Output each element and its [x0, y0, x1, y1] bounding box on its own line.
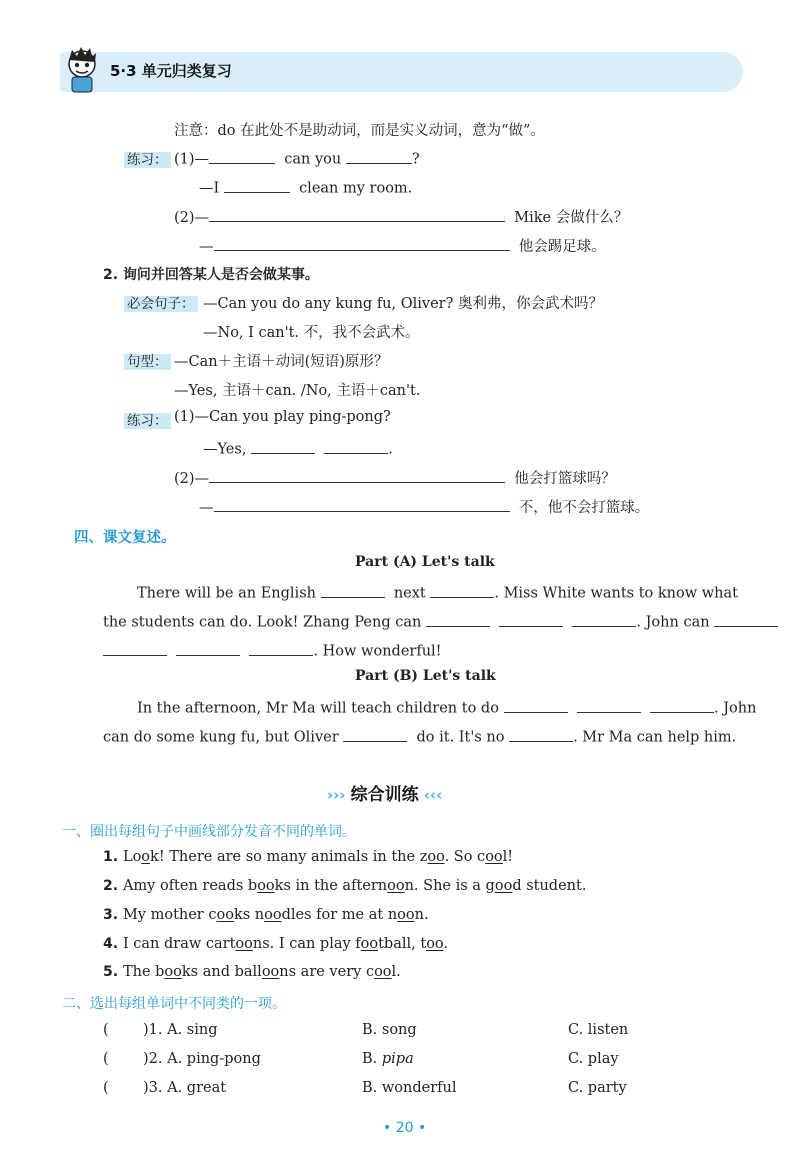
practice2-q1-answer: —Yes, . — [203, 438, 393, 458]
underlined-letters[interactable]: oo — [374, 964, 392, 980]
note-text: 注意：do 在此处不是助动词，而是实义动词，意为“做”。 — [174, 123, 545, 139]
underlined-letters[interactable]: oo — [216, 907, 234, 923]
answer-line[interactable] — [214, 497, 510, 513]
training-title: 综合训练 — [350, 785, 419, 805]
training-title-row — [327, 780, 442, 805]
answer-line[interactable] — [209, 207, 505, 223]
blank[interactable] — [176, 640, 240, 656]
option-a: )3. A. great — [143, 1080, 227, 1096]
blank[interactable] — [224, 177, 290, 193]
underlined-letters[interactable]: oo — [261, 964, 280, 980]
option-c: C. party — [568, 1080, 627, 1096]
sentence-text: ks n — [233, 907, 265, 923]
exercise1-item — [103, 878, 586, 894]
sentence-text: n. She is a g — [404, 878, 495, 894]
option-a: )2. A. ping-pong — [143, 1051, 261, 1067]
exercise1-item — [103, 849, 513, 865]
underlined-letters[interactable]: oo — [397, 907, 415, 923]
sentence-text: Lo — [122, 849, 142, 865]
partA-title: Part (A) Let's talk — [355, 554, 495, 570]
sentence-text: Amy often reads b — [122, 878, 258, 894]
blank[interactable] — [209, 148, 275, 164]
answer-paren[interactable]: ( — [103, 1022, 109, 1038]
sentence-text: l! — [502, 849, 514, 865]
underlined-letters[interactable]: oo — [427, 849, 445, 865]
header-title: 5·3 单元归类复习 — [110, 62, 232, 80]
partA-line1: There will be an English next . Miss White wants to know what — [137, 582, 738, 602]
exercise1-heading: 一、圈出每组句子中画线部分发音不同的单词。 — [62, 824, 356, 840]
partA-line3: . How wonderful! — [103, 640, 442, 660]
answer-line[interactable] — [209, 468, 505, 484]
must-line2: —No, I can't. 不，我不会武术。 — [203, 325, 420, 341]
sentence-text: The b — [122, 964, 165, 980]
item-number: 4. — [103, 936, 123, 952]
option-b: B. wonderful — [362, 1080, 457, 1096]
sentence-text: dles for me at n — [281, 907, 398, 923]
practice2-label: 练习： — [124, 409, 171, 429]
sentence-text: n. — [414, 907, 429, 923]
partB-line1: In the afternoon, Mr Ma will teach children to do . John — [137, 697, 756, 717]
chevron-left-icon: ‹‹‹ — [423, 786, 443, 804]
option-b: B. song — [362, 1022, 417, 1038]
exercise2-heading: 二、选出每组单词中不同类的一项。 — [62, 996, 286, 1012]
option-c: C. listen — [568, 1022, 629, 1038]
exercise1-item — [103, 964, 401, 980]
practice1-label: 练习： — [124, 148, 171, 168]
practice1-q2: (2)— Mike 会做什么？ — [174, 206, 628, 227]
blank[interactable] — [430, 582, 494, 598]
practice1-q1-answer: —I clean my room. — [199, 177, 412, 197]
blank[interactable] — [346, 148, 412, 164]
partB-title: Part (B) Let's talk — [355, 668, 496, 684]
sentence-text: ns. I can play f — [252, 936, 361, 952]
chevron-right-icon: ››› — [327, 786, 346, 804]
answer-line[interactable] — [214, 236, 510, 252]
practice2-q1: (1)—Can you play ping-pong? — [174, 409, 391, 425]
blank[interactable] — [321, 582, 385, 598]
item-number: 1. — [103, 849, 123, 865]
option-a: )1. A. sing — [143, 1022, 218, 1038]
underlined-letters[interactable]: oo — [485, 849, 503, 865]
answer-paren[interactable]: ( — [103, 1051, 109, 1067]
sentence-text: ks and ball — [181, 964, 262, 980]
sentence-text: . — [443, 936, 449, 952]
sentence-text: ns are very c — [279, 964, 375, 980]
must-label: 必会句子： — [124, 292, 198, 312]
sentence-text: tball, t — [378, 936, 427, 952]
blank[interactable] — [103, 640, 167, 656]
underlined-letters[interactable]: oo — [257, 878, 275, 894]
blank[interactable] — [714, 611, 778, 627]
sentence-text: d student. — [512, 878, 587, 894]
blank[interactable] — [499, 611, 563, 627]
option-b: B. pipa — [362, 1051, 414, 1067]
pattern-line2: —Yes, 主语＋can. /No, 主语＋can't. — [174, 383, 421, 399]
pattern-line1: —Can＋主语＋动词(短语)原形？ — [174, 354, 389, 370]
underlined-letters[interactable]: oo — [494, 878, 513, 894]
underlined-letters[interactable]: o — [141, 849, 151, 865]
blank[interactable] — [650, 697, 714, 713]
sentence-text: k! There are so many animals in the z — [150, 849, 428, 865]
item-number: 3. — [103, 907, 123, 923]
underlined-letters[interactable]: oo — [426, 936, 444, 952]
underlined-letters[interactable]: oo — [235, 936, 253, 952]
underlined-letters[interactable]: oo — [264, 907, 282, 923]
blank[interactable] — [577, 697, 641, 713]
item-number: 5. — [103, 964, 123, 980]
blank[interactable] — [249, 640, 313, 656]
option-c: C. play — [568, 1051, 619, 1067]
blank[interactable] — [426, 611, 490, 627]
partB-line2: can do some kung fu, but Oliver do it. It's no . Mr Ma can help him. — [103, 726, 736, 746]
underlined-letters[interactable]: oo — [360, 936, 379, 952]
exercise1-item — [103, 907, 429, 923]
blank[interactable] — [509, 726, 573, 742]
sentence-text: ks in the aftern — [274, 878, 388, 894]
blank[interactable] — [343, 726, 407, 742]
must-line1: —Can you do any kung fu, Oliver? 奥利弗，你会武术吗？ — [203, 296, 603, 312]
item-number: 2. — [103, 878, 123, 894]
pattern-label: 句型： — [124, 350, 171, 370]
sentence-text: I can draw cart — [122, 936, 236, 952]
partA-line2: the students can do. Look! Zhang Peng can . John can — [103, 611, 778, 631]
practice2-q2: (2)— 他会打篮球吗？ — [174, 467, 616, 488]
underlined-letters[interactable]: oo — [387, 878, 405, 894]
answer-paren[interactable]: ( — [103, 1080, 109, 1096]
blank[interactable] — [504, 697, 568, 713]
blank[interactable] — [251, 438, 315, 454]
practice1-q1: (1)— can you ? — [174, 148, 420, 168]
practice2-q2-answer: — 不，他不会打篮球。 — [199, 496, 649, 517]
practice1-q2-answer: — 他会踢足球。 — [199, 235, 606, 256]
section4-heading: 四、课文复述。 — [74, 530, 176, 546]
blank[interactable] — [324, 438, 388, 454]
mascot-icon — [62, 44, 102, 94]
blank[interactable] — [572, 611, 636, 627]
sentence-text: . So c — [444, 849, 486, 865]
sentence-text: l. — [391, 964, 401, 980]
exercise1-item — [103, 936, 448, 952]
sentence-text: My mother c — [122, 907, 217, 923]
underlined-letters[interactable]: oo — [164, 964, 182, 980]
point2-heading: 2. 询问并回答某人是否会做某事。 — [103, 267, 319, 283]
page-number: • 20 • — [383, 1120, 427, 1136]
